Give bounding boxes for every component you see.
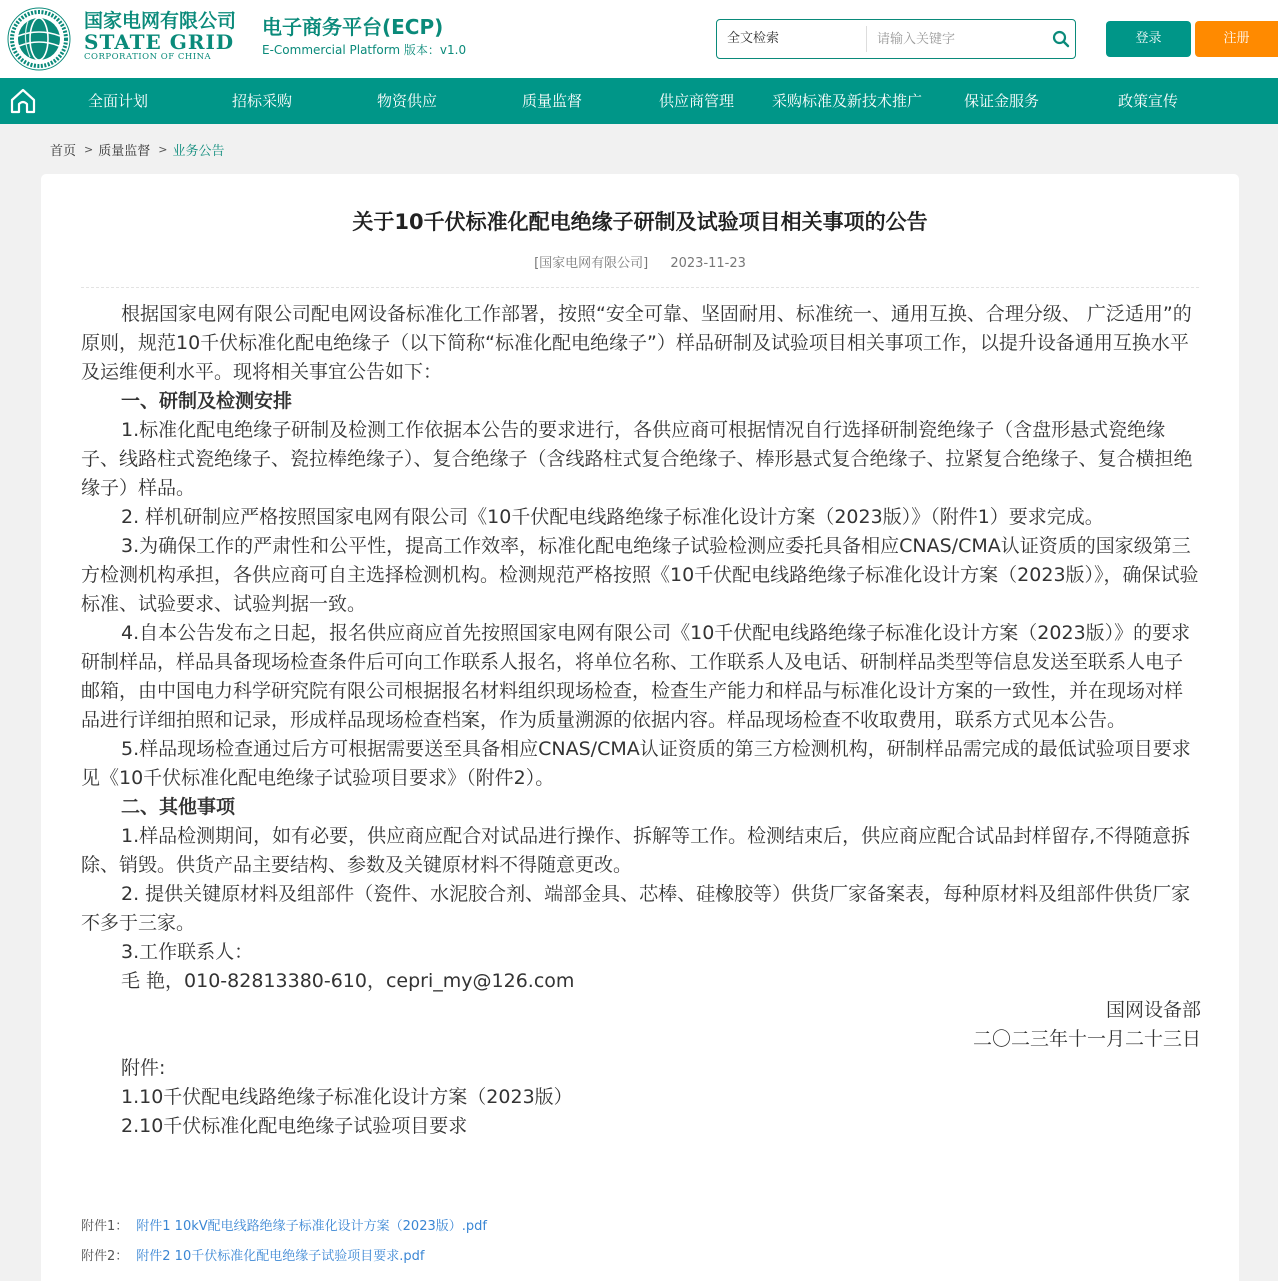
nav-item-policy[interactable]: 政策宣传 [1118, 92, 1179, 110]
nav-item-supply[interactable]: 物资供应 [377, 92, 438, 110]
article-meta [41, 252, 1239, 271]
article-title: 关于10千伏标准化配电绝缘子研制及试验项目相关事项的公告 [352, 210, 928, 234]
search-icon [1052, 30, 1070, 48]
company-brand [84, 10, 236, 62]
signature-date: 二〇二三年十一月二十三日 [972, 1028, 1201, 1050]
attachment-item: 1.10千伏配电线路绝缘子标准化设计方案（2023版） [121, 1086, 573, 1108]
attachment-item: 2.10千伏标准化配电绝缘子试验项目要求 [121, 1115, 468, 1137]
paragraph: 3.工作联系人： [121, 941, 254, 963]
paragraph: 3.为确保工作的严肃性和公平性，提高工作效率，标准化配电绝缘子试验检测应委托具备相应CNAS/CMA认证资质的国家级第三方检测机构承担，各供应商可自主选择检测机构。检测规范严格按照《10千伏配电线路绝缘子标准化设计方案（2023版）》，确保试验标准、试验要求、试验判据一致。 [81, 535, 1199, 615]
nav-item-standards[interactable]: 采购标准及新技术推广 [772, 92, 923, 110]
login-button[interactable]: 登录 [1106, 21, 1191, 57]
search-button[interactable] [1047, 24, 1075, 54]
site-header [0, 0, 1278, 78]
nav-item-plan[interactable]: 全面计划 [88, 92, 149, 110]
download-row [81, 1212, 487, 1242]
title-divider [81, 287, 1199, 288]
paragraph: 2. 提供关键原材料及组部件（瓷件、水泥胶合剂、端部金具、芯棒、硅橡胶等）供货厂家备案表，每种原材料及组部件供货厂家不多于三家。 [81, 883, 1191, 934]
article-card [41, 174, 1239, 1281]
article-date: 2023-11-23 [670, 256, 746, 271]
company-name-en-sub: CORPORATION OF CHINA [84, 52, 212, 62]
search-box [716, 19, 1076, 59]
platform-subtitle: E-Commercial Platform 版本：v1.0 [262, 43, 467, 57]
download-label: 附件1： [81, 1219, 129, 1234]
state-grid-logo-icon [6, 6, 72, 72]
article-source: [国家电网有限公司] [534, 256, 649, 271]
article-body [81, 300, 1201, 1141]
signature-org: 国网设备部 [1105, 999, 1201, 1021]
nav-item-procurement[interactable]: 招标采购 [232, 92, 293, 110]
paragraph: 4.自本公告发布之日起，报名供应商应首先按照国家电网有限公司《10千伏配电线路绝缘子标准化设计方案（2023版）》的要求研制样品，样品具备现场检查条件后可向工作联系人报名，将单位名称、工作联系人及电话、研制样品类型等信息发送至联系人电子邮箱，由中国电力科学研究院有限公司根据报名材料组织现场检查，检查生产能力和样品与标准化设计方案的一致性，并在现场对样品进行详细拍照和记录，形成样品现场检查档案，作为质量溯源的依据内容。样品现场检查不收取费用，联系方式见本公告。 [81, 622, 1191, 731]
download-link[interactable]: 附件1 10kV配电线路绝缘子标准化设计方案（2023版）.pdf [136, 1219, 487, 1234]
download-link[interactable]: 附件2 10千伏标准化配电绝缘子试验项目要求.pdf [136, 1249, 425, 1264]
company-name-en: STATE GRID [84, 30, 235, 54]
paragraph: 1.样品检测期间，如有必要，供应商应配合对试品进行操作、拆解等工作。检测结束后，供应商应配合试品封样留存,不得随意拆除、销毁。供货产品主要结构、参数及关键原材料不得随意更改。 [81, 825, 1191, 876]
company-name-cn: 国家电网有限公司 [84, 10, 237, 32]
breadcrumb-quality[interactable]: 质量监督 [98, 144, 151, 159]
breadcrumb-current[interactable]: 业务公告 [172, 144, 225, 159]
contact-info: 毛 艳，010-82813380-610，cepri_my@126.com [121, 970, 575, 992]
download-row [81, 1242, 487, 1272]
search-scope-select[interactable]: 全文检索 [717, 26, 867, 52]
main-nav [0, 78, 1278, 124]
paragraph: 5.样品现场检查通过后方可根据需要送至具备相应CNAS/CMA认证资质的第三方检测机构，研制样品需完成的最低试验项目要求见《10千伏标准化配电绝缘子试验项目要求》（附件2）。 [81, 738, 1191, 789]
paragraph: 2. 样机研制应严格按照国家电网有限公司《10千伏配电线路绝缘子标准化设计方案（2023版）》（附件1）要求完成。 [121, 506, 1104, 528]
home-icon [8, 87, 38, 115]
search-input[interactable] [867, 24, 1047, 54]
paragraph: 1.标准化配电绝缘子研制及检测工作依据本公告的要求进行，各供应商可根据情况自行选择研制瓷绝缘子（含盘形悬式瓷绝缘子、线路柱式瓷绝缘子、瓷拉棒绝缘子）、复合绝缘子（含线路柱式复合绝缘子、棒形悬式复合绝缘子、拉紧复合绝缘子、复合横担绝缘子）样品。 [81, 419, 1193, 499]
breadcrumb-separator: > [158, 143, 168, 156]
nav-item-supplier[interactable]: 供应商管理 [659, 92, 735, 110]
breadcrumb-home[interactable]: 首页 [50, 144, 77, 159]
nav-item-deposit[interactable]: 保证金服务 [964, 92, 1040, 110]
platform-info [262, 14, 466, 59]
download-label: 附件2： [81, 1249, 129, 1264]
breadcrumb-separator: > [84, 143, 94, 156]
register-button[interactable]: 注册 [1195, 21, 1278, 57]
nav-home-button[interactable] [8, 87, 38, 115]
nav-item-quality[interactable]: 质量监督 [522, 92, 583, 110]
intro-paragraph: 根据国家电网有限公司配电网设备标准化工作部署，按照“安全可靠、坚固耐用、标准统一、通用互换、合理分级、 广泛适用”的原则，规范10千伏标准化配电绝缘子（以下简称“标准化配电绝缘子”）样品研制及试验项目相关事项工作，以提升设备通用互换水平及运维便利水平。现将相关事宜公告如下： [81, 303, 1192, 383]
section-heading: 二、其他事项 [121, 796, 236, 818]
download-list [81, 1212, 487, 1272]
attachments-heading: 附件: [121, 1057, 166, 1079]
breadcrumb [50, 140, 224, 159]
section-heading: 一、研制及检测安排 [121, 390, 293, 412]
platform-title: 电子商务平台(ECP) [262, 15, 444, 39]
